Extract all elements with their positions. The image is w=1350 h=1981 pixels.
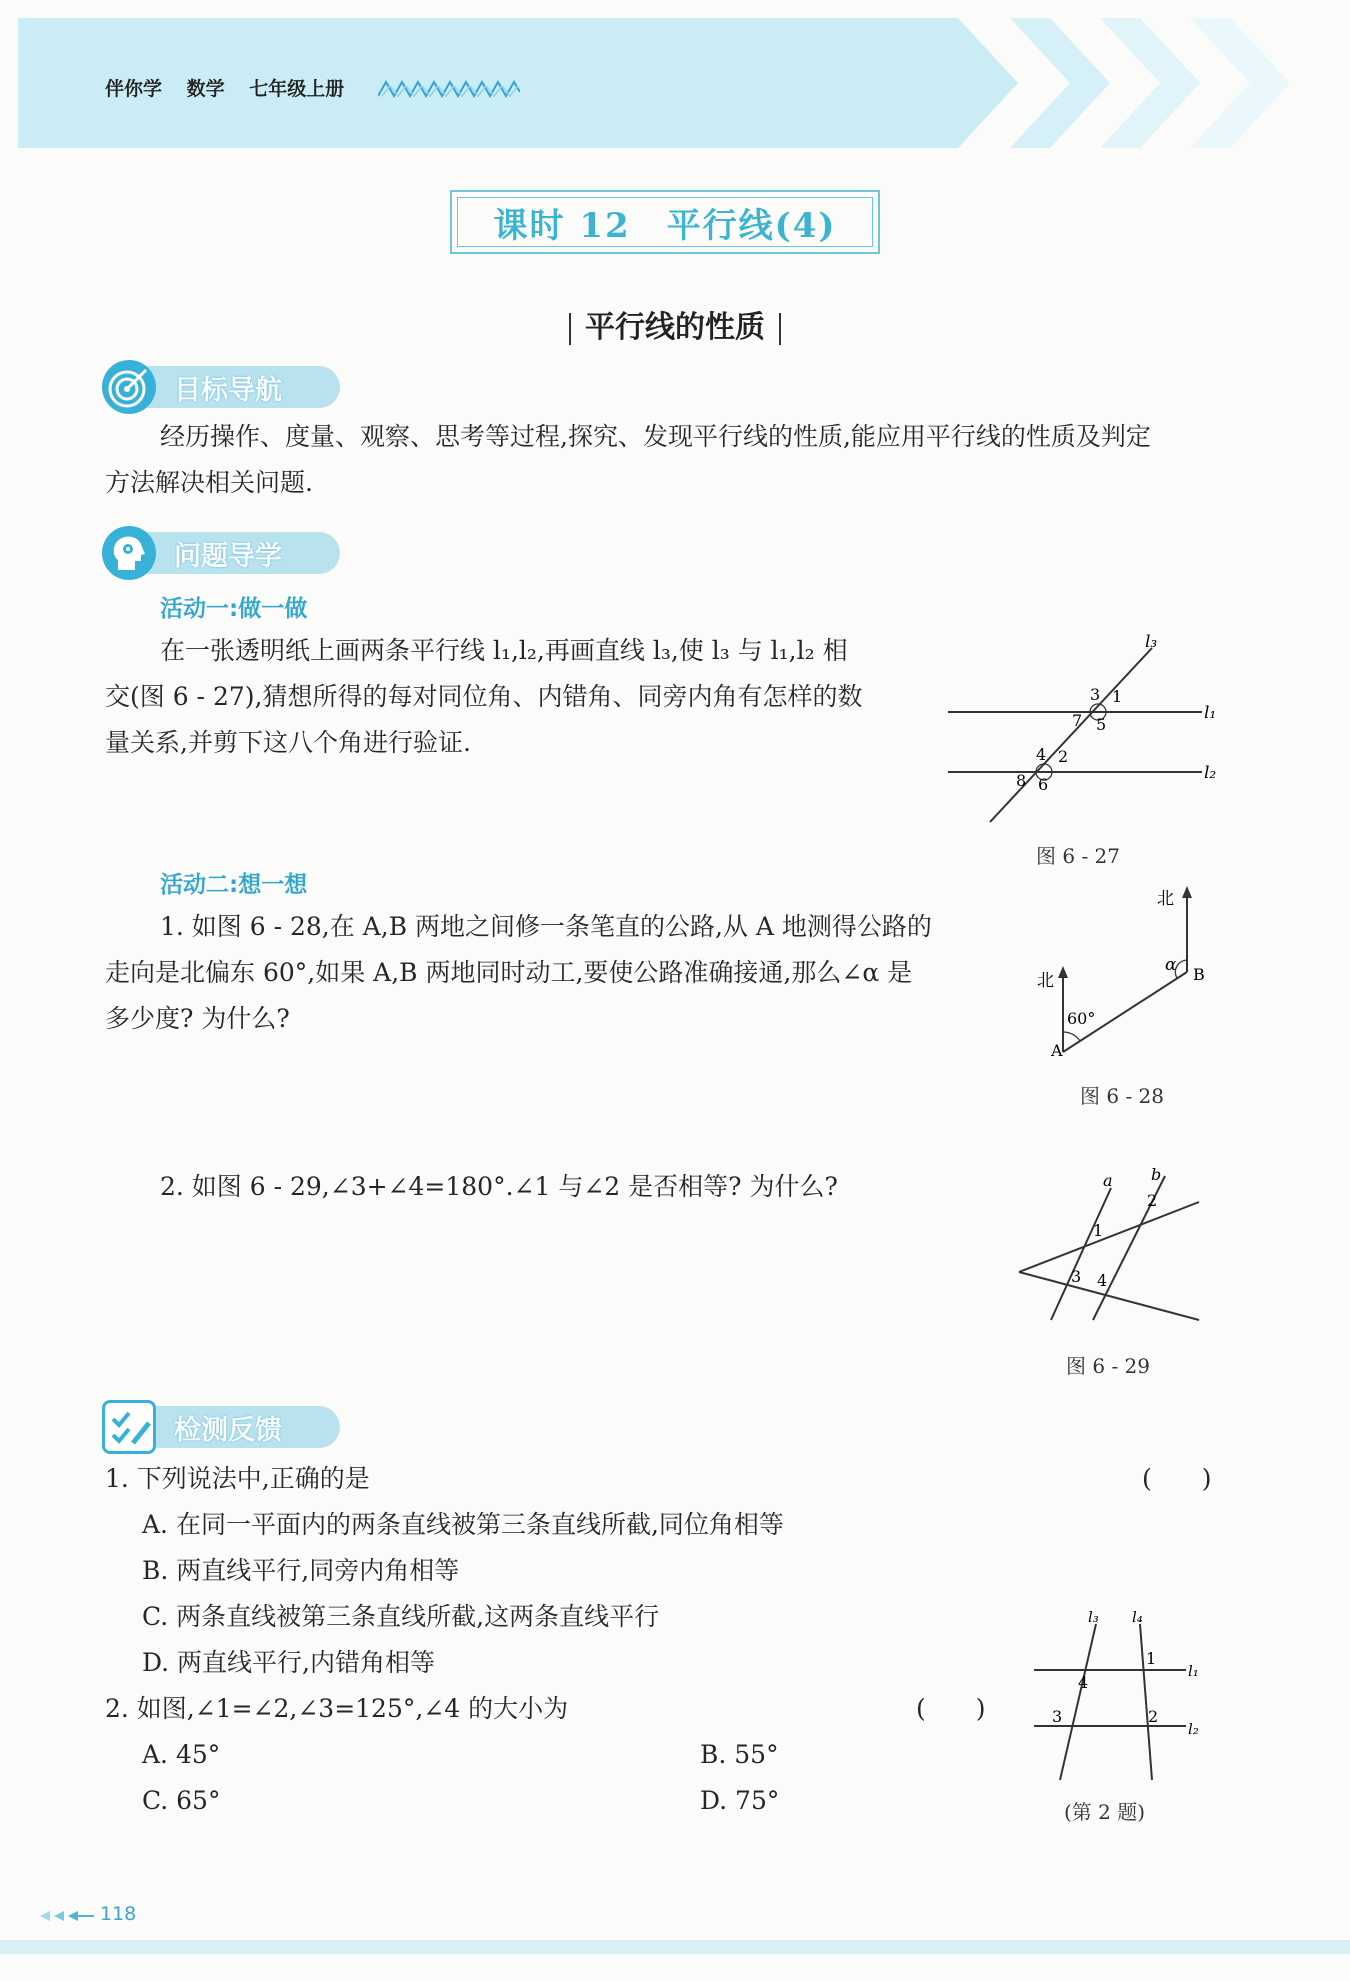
arrows-left-icon <box>40 1910 96 1922</box>
fig628-point-A: A <box>1051 1041 1063 1060</box>
fig627-angle-6: 6 <box>1038 775 1049 794</box>
feedback-q2-option-B: B. 55° <box>700 1740 779 1769</box>
goal-label: 目标导航 <box>174 374 282 406</box>
fq2-angle-3: 3 <box>1052 1707 1063 1726</box>
activity1-label: 活动一:做一做 <box>160 596 308 622</box>
feedback-q2-option-C: C. 65° <box>142 1786 221 1815</box>
lesson-title-box <box>450 190 880 254</box>
fig627-angle-1: 1 <box>1112 687 1123 706</box>
figure-question-2 <box>1020 1610 1220 1790</box>
activity2-q1-line1: 1. 如图 6 - 28,在 A,B 两地之间修一条笔直的公路,从 A 地测得公路的 <box>160 912 932 941</box>
fig627-angle-7: 7 <box>1072 711 1083 730</box>
header-grade: 七年级上册 <box>249 78 345 100</box>
fig627-label-l3: l₃ <box>1145 632 1158 652</box>
fq2-angle-2: 2 <box>1148 1707 1159 1726</box>
fig629-angle-3: 3 <box>1071 1267 1082 1286</box>
activity2-label: 活动二:想一想 <box>160 872 308 898</box>
fq2-label-l2: l₂ <box>1188 1720 1199 1738</box>
guide-label: 问题导学 <box>174 540 282 572</box>
feedback-q2-option-A: A. 45° <box>142 1740 221 1769</box>
header-title <box>105 74 362 101</box>
feedback-q1-option-D: D. 两直线平行,内错角相等 <box>142 1648 435 1677</box>
fig628-alpha-label: α <box>1165 955 1177 975</box>
activity2-q1-line3: 多少度? 为什么? <box>105 1004 290 1033</box>
header-subject: 数学 <box>186 78 225 100</box>
guide-badge <box>108 532 340 574</box>
head-gear-icon <box>102 526 156 580</box>
figure-6-29 <box>1015 1168 1215 1340</box>
activity2-q2: 2. 如图 6 - 29,∠3+∠4=180°.∠1 与∠2 是否相等? 为什么? <box>160 1172 838 1201</box>
lesson-title: 课时 12 平行线(4) <box>457 197 873 247</box>
feedback-q2-option-D: D. 75° <box>700 1786 780 1815</box>
fig627-angle-3: 3 <box>1090 685 1101 704</box>
feedback-badge <box>108 1406 340 1448</box>
figure-6-28 <box>1035 882 1215 1062</box>
zigzag-decoration-icon <box>378 80 520 98</box>
fig629-line-a: a <box>1103 1171 1113 1190</box>
figure-6-29-caption: 图 6 - 29 <box>1066 1354 1151 1378</box>
activity2-q1-line2: 走向是北偏东 60°,如果 A,B 两地同时动工,要使公路准确接通,那么∠α 是 <box>105 958 913 987</box>
checklist-icon <box>102 1400 156 1454</box>
figure-6-27 <box>940 630 1230 830</box>
fig628-north-label-B: 北 <box>1157 889 1174 909</box>
fq2-angle-1: 1 <box>1146 1649 1157 1668</box>
goal-badge <box>108 366 340 408</box>
fig627-angle-8: 8 <box>1016 771 1027 790</box>
section-subtitle <box>0 302 1350 346</box>
header-chevrons-icon <box>1000 18 1320 148</box>
fig628-point-B: B <box>1193 965 1205 984</box>
goal-text-line2: 方法解决相关问题. <box>105 468 313 497</box>
feedback-q2-answer-paren[interactable]: ( ) <box>916 1694 986 1723</box>
fq2-label-l3: l₃ <box>1088 1610 1099 1626</box>
figure-6-27-caption: 图 6 - 27 <box>1036 844 1121 868</box>
fig627-angle-2: 2 <box>1058 747 1069 766</box>
header-book: 伴你学 <box>105 78 163 100</box>
goal-text-line1: 经历操作、度量、观察、思考等过程,探究、发现平行线的性质,能应用平行线的性质及判定 <box>160 422 1151 451</box>
fig627-angle-4: 4 <box>1036 745 1047 764</box>
fig628-degree-label: 60° <box>1067 1009 1096 1028</box>
fq2-label-l4: l₄ <box>1132 1610 1143 1626</box>
page-number: 118 <box>100 1903 137 1925</box>
feedback-label: 检测反馈 <box>174 1414 282 1446</box>
fig629-angle-4: 4 <box>1097 1271 1108 1290</box>
feedback-q2-stem: 2. 如图,∠1=∠2,∠3=125°,∠4 的大小为 <box>105 1694 569 1723</box>
fq2-label-l1: l₁ <box>1188 1662 1199 1680</box>
fig629-line-b: b <box>1151 1168 1162 1184</box>
activity1-line2: 交(图 6 - 27),猜想所得的每对同位角、内错角、同旁内角有怎样的数 <box>105 682 863 711</box>
figure-6-28-caption: 图 6 - 28 <box>1080 1084 1165 1108</box>
fig629-angle-1: 1 <box>1093 1221 1104 1240</box>
feedback-q1-stem: 1. 下列说法中,正确的是 <box>105 1464 370 1493</box>
fq2-angle-4: 4 <box>1078 1673 1089 1692</box>
fig629-angle-2: 2 <box>1147 1191 1158 1210</box>
fig627-label-l2: l₂ <box>1204 763 1217 783</box>
fig627-label-l1: l₁ <box>1204 703 1217 723</box>
fig628-north-label-A: 北 <box>1037 971 1054 991</box>
activity1-line1: 在一张透明纸上画两条平行线 l₁,l₂,再画直线 l₃,使 l₃ 与 l₁,l₂ 相 <box>160 636 848 665</box>
activity1-line3: 量关系,并剪下这八个角进行验证. <box>105 728 471 757</box>
subtitle-text: 平行线的性质 <box>585 310 765 345</box>
feedback-q1-option-B: B. 两直线平行,同旁内角相等 <box>142 1556 460 1585</box>
feedback-q1-option-A: A. 在同一平面内的两条直线被第三条直线所截,同位角相等 <box>142 1510 784 1539</box>
target-icon <box>102 360 156 414</box>
fig627-angle-5: 5 <box>1096 715 1107 734</box>
footer-band <box>0 1940 1350 1954</box>
figure-question-2-caption: (第 2 题) <box>1064 1800 1146 1824</box>
feedback-q1-option-C: C. 两条直线被第三条直线所截,这两条直线平行 <box>142 1602 660 1631</box>
feedback-q1-answer-paren[interactable]: ( ) <box>1142 1464 1212 1493</box>
